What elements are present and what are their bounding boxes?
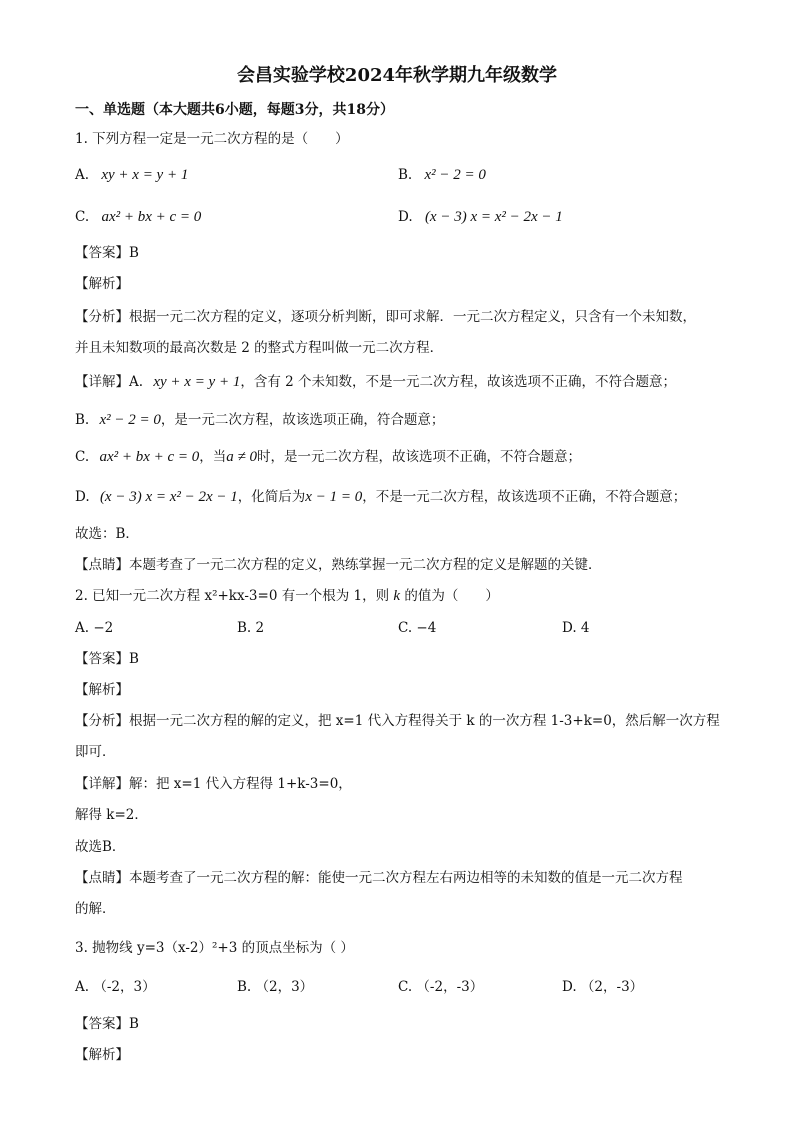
q3-option-c: C. （-2，-3） [398, 979, 484, 995]
q2-comment-line-2: 的解． [75, 901, 116, 917]
q2-analysis-line-2: 即可． [75, 744, 116, 760]
q1-option-b [398, 166, 486, 184]
q1-comment: 【点睛】本题考查了一元二次方程的定义，熟练掌握一元二次方程的定义是解题的关键． [75, 557, 602, 573]
q3-jiexi-heading: 【解析】 [75, 1047, 129, 1063]
detail-text: 时，是一元二次方程，故该选项不正确，不符合题意； [257, 449, 582, 465]
detail-expression: x − 1 = 0 [305, 489, 363, 505]
detail-text: ，是一元二次方程，故该选项正确，符合题意； [160, 412, 445, 428]
detail-text: ，当 [199, 449, 227, 465]
option-label: D. [398, 209, 413, 225]
detail-expression: a ≠ 0 [226, 449, 258, 465]
q1-detail-line-1 [75, 373, 754, 391]
q3-option-d: D. （2，-3） [562, 979, 644, 995]
q1-detail-line-3 [75, 448, 754, 466]
q2-answer: 【答案】B [75, 651, 139, 667]
option-expression: x² − 2 = 0 [424, 167, 486, 183]
q1-option-d [398, 208, 563, 226]
detail-text: ，不是一元二次方程，故该选项不正确，不符合题意； [362, 489, 687, 505]
q1-option-a [75, 166, 188, 184]
q2-option-d: D. 4 [562, 620, 590, 636]
detail-label: C. [75, 449, 90, 465]
stem-variable: k [393, 588, 401, 604]
option-expression: (x − 3) x = x² − 2x − 1 [424, 209, 563, 225]
option-label: C. [75, 209, 90, 225]
section-heading: 一、单选题（本大题共6小题，每题3分，共18分） [75, 102, 394, 118]
option-label: A. [75, 167, 90, 183]
q1-analysis-line-1: 【分析】根据一元二次方程的定义，逐项分析判断，即可求解．一元二次方程定义，只含有一个未知数， [75, 309, 696, 325]
q3-option-a: A. （-2，3） [75, 979, 156, 995]
q1-option-c [75, 208, 201, 226]
detail-expression: xy + x = y + 1 [153, 374, 241, 390]
q2-choose: 故选B． [75, 839, 126, 855]
stem-text: 的值为（ ） [400, 588, 499, 604]
q1-detail-line-4 [75, 488, 754, 506]
detail-label: D. [75, 489, 90, 505]
q2-option-a: A. −2 [75, 620, 114, 636]
q2-detail-line-1: 【详解】解：把 x=1 代入方程得 1+k-3=0， [75, 776, 352, 792]
detail-expression: x² − 2 = 0 [99, 412, 161, 428]
question-2-stem [75, 587, 754, 605]
q1-jiexi-heading: 【解析】 [75, 276, 129, 292]
q1-detail-line-2 [75, 411, 754, 429]
stem-text: 2. 已知一元二次方程 x²+kx-3=0 有一个根为 1，则 [75, 588, 394, 604]
detail-text: ，含有 2 个未知数，不是一元二次方程，故该选项不正确，不符合题意； [240, 374, 677, 390]
q3-answer: 【答案】B [75, 1016, 139, 1032]
detail-label: B. [75, 412, 90, 428]
detail-label: 【详解】A. [75, 374, 144, 390]
q2-detail-line-2: 解得 k=2． [75, 807, 148, 823]
detail-text: ，化简后为 [237, 489, 306, 505]
option-expression: xy + x = y + 1 [101, 167, 189, 183]
question-1-stem: 1. 下列方程一定是一元二次方程的是（ ） [75, 131, 349, 147]
q2-option-c: C. −4 [398, 620, 437, 636]
q1-choose: 故选：B． [75, 526, 139, 542]
question-3-stem: 3. 抛物线 y=3（x-2）²+3 的顶点坐标为（ ） [75, 940, 354, 956]
option-expression: ax² + bx + c = 0 [101, 209, 202, 225]
q2-comment-line-1: 【点睛】本题考查了一元二次方程的解：能使一元二次方程左右两边相等的未知数的值是一元二次方程 [75, 870, 683, 886]
q2-analysis-line-1: 【分析】根据一元二次方程的解的定义，把 x=1 代入方程得关于 k 的一次方程 1-3+k=0，然后解一次方程 [75, 713, 720, 729]
q2-option-b: B. 2 [237, 620, 265, 636]
q1-analysis-line-2: 并且未知数项的最高次数是 2 的整式方程叫做一元二次方程． [75, 340, 444, 356]
page-title: 会昌实验学校2024年秋学期九年级数学 [236, 65, 558, 86]
detail-expression: ax² + bx + c = 0 [99, 449, 200, 465]
detail-expression: (x − 3) x = x² − 2x − 1 [99, 489, 238, 505]
q1-answer: 【答案】B [75, 245, 139, 261]
q2-jiexi-heading: 【解析】 [75, 682, 129, 698]
q3-option-b: B. （2，3） [237, 979, 314, 995]
option-label: B. [398, 167, 413, 183]
